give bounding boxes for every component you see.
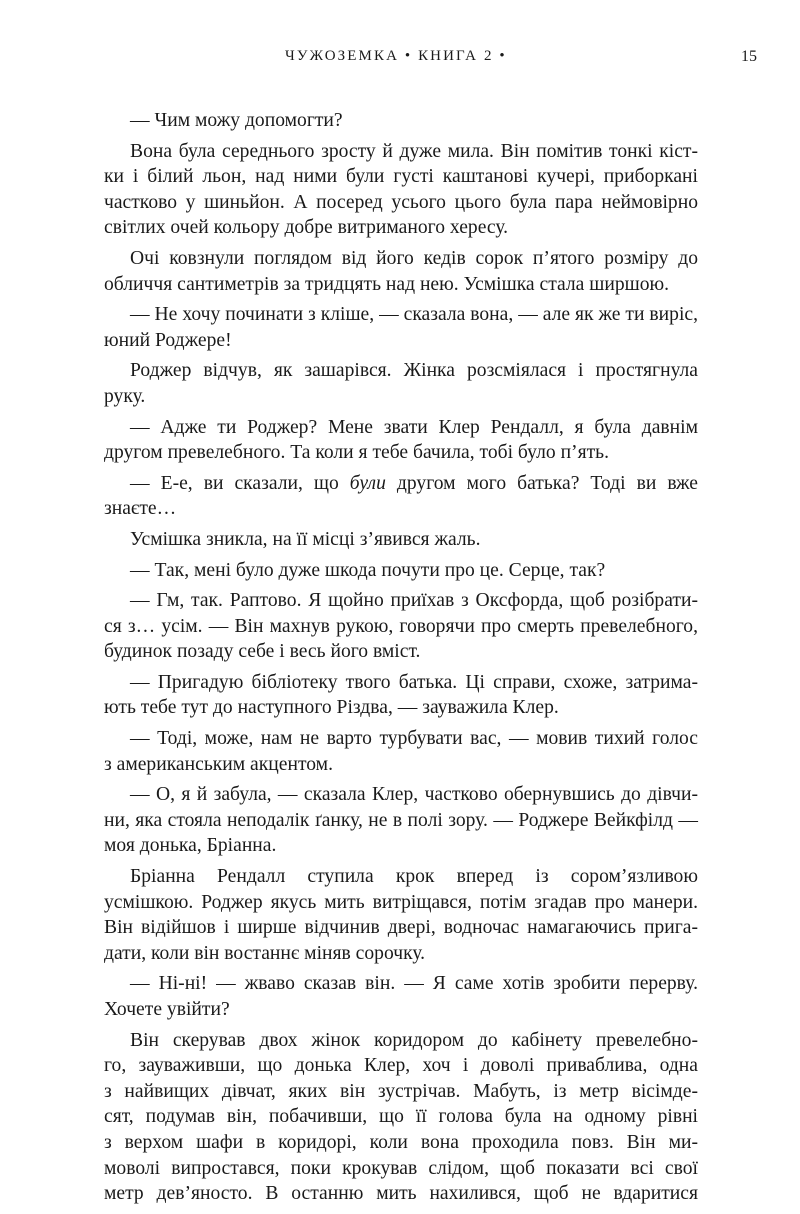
text-line: Він скерував двох жінок коридором до кабінету превелебно- [130,1029,698,1051]
text-line: з найвищих дівчат, яких він зустрічав. Мабуть, із метр вісімде- [104,1080,698,1102]
running-head [0,48,800,72]
running-title: ЧУЖОЗЕМКА • КНИГА 2 • [285,48,507,64]
text-line: метр дев’яносто. В останню мить нахилився, щоб не вдаритися [104,1183,698,1205]
text-line: усмішкою. Роджер якусь мить витріщався, потім згадав про манери. [104,891,698,913]
text-line: — Тоді, може, нам не варто турбувати вас, — мовив тихий голос [130,728,698,750]
text-line: знаєте… [104,498,177,520]
text-line: моволі випростався, поки крокував слідом, щоб показати всі свої [104,1157,698,1179]
text-line: — Адже ти Роджер? Мене звати Клер Рендалл, я була давнім [130,416,698,438]
text-line: будинок позаду себе і весь його вміст. [104,641,421,663]
text-line: другом превелебного. Та коли я тебе бачила, тобі було п’ять. [104,442,609,464]
text-line: — Е-е, ви сказали, що були другом мого батька? Тоді ви вже [130,472,698,494]
text-line: частково у шиньйон. А посеред усього цього була пара неймовірно [104,191,698,213]
text-line: світлих очей кольору добре витриманого хересу. [104,217,509,239]
text-line: ють тебе тут до наступного Різдва, — зауважила Клер. [104,697,559,719]
text-line: Роджер відчув, як зашарівся. Жінка розсміялася і простягнула [130,360,698,382]
text-line: Усмішка зникла, на її місці з’явився жаль. [130,528,481,550]
text-line: — Не хочу починати з кліше, — сказала вона, — але як же ти виріс, [130,304,698,326]
text-line: руку. [104,385,146,407]
text-line: юний Роджере! [104,329,232,351]
text-line: Очі ковзнули поглядом від його кедів сорок п’ятого розміру до [130,247,698,269]
text-line: ни, яка стояла неподалік ґанку, не в полі зору. — Роджере Вейкфілд — [104,809,698,831]
text-line: з американським акцентом. [104,753,333,775]
text-line: Вона була середнього зросту й дуже мила. Він помітив тонкі кіст- [130,140,698,162]
text-line: дати, коли він востаннє міняв сорочку. [104,942,426,964]
text-line: моя донька, Бріанна. [104,835,277,857]
text-line: — Так, мені було дуже шкода почути про це. Серце, так? [130,559,606,581]
text-line: Бріанна Рендалл ступила крок вперед із сором’язливою [130,866,698,888]
italic-word: були [349,472,386,494]
body-text [104,108,698,1207]
text-line: з верхом шафи в коридорі, коли вона проходила повз. Він ми- [104,1131,698,1153]
text-line: обличчя сантиметрів за тридцять над нею. Усмішка стала ширшою. [104,273,670,295]
text-line: — Чим можу допомогти? [130,110,343,131]
text-line: — О, я й забула, — сказала Клер, частково обернувшись до дівчи- [130,784,698,806]
text-line: Хочете увійти? [104,999,230,1020]
text-line: — Пригадую бібліотеку твого батька. Ці справи, схоже, затрима- [130,671,698,693]
text-line: го, зауваживши, що донька Клер, хоч і доволі приваблива, одна [104,1055,698,1077]
text-line: — Ні-ні! — жваво сказав він. — Я саме хотів зробити перерву. [130,973,698,995]
text-line: ся з… усім. — Він махнув рукою, говорячи про смерть превелебного, [104,615,698,637]
page-number: 15 [741,48,757,65]
text-line: ки і білий льон, над ними були густі каштанові кучері, приборкані [104,166,698,188]
text-line: Він відійшов і ширше відчинив двері, водночас намагаючись прига- [104,917,698,939]
text-line: — Гм, так. Раптово. Я щойно приїхав з Оксфорда, щоб розібрати- [130,590,698,612]
text-line: сят, подумав він, побачивши, що її голова була на одному рівні [104,1106,698,1128]
